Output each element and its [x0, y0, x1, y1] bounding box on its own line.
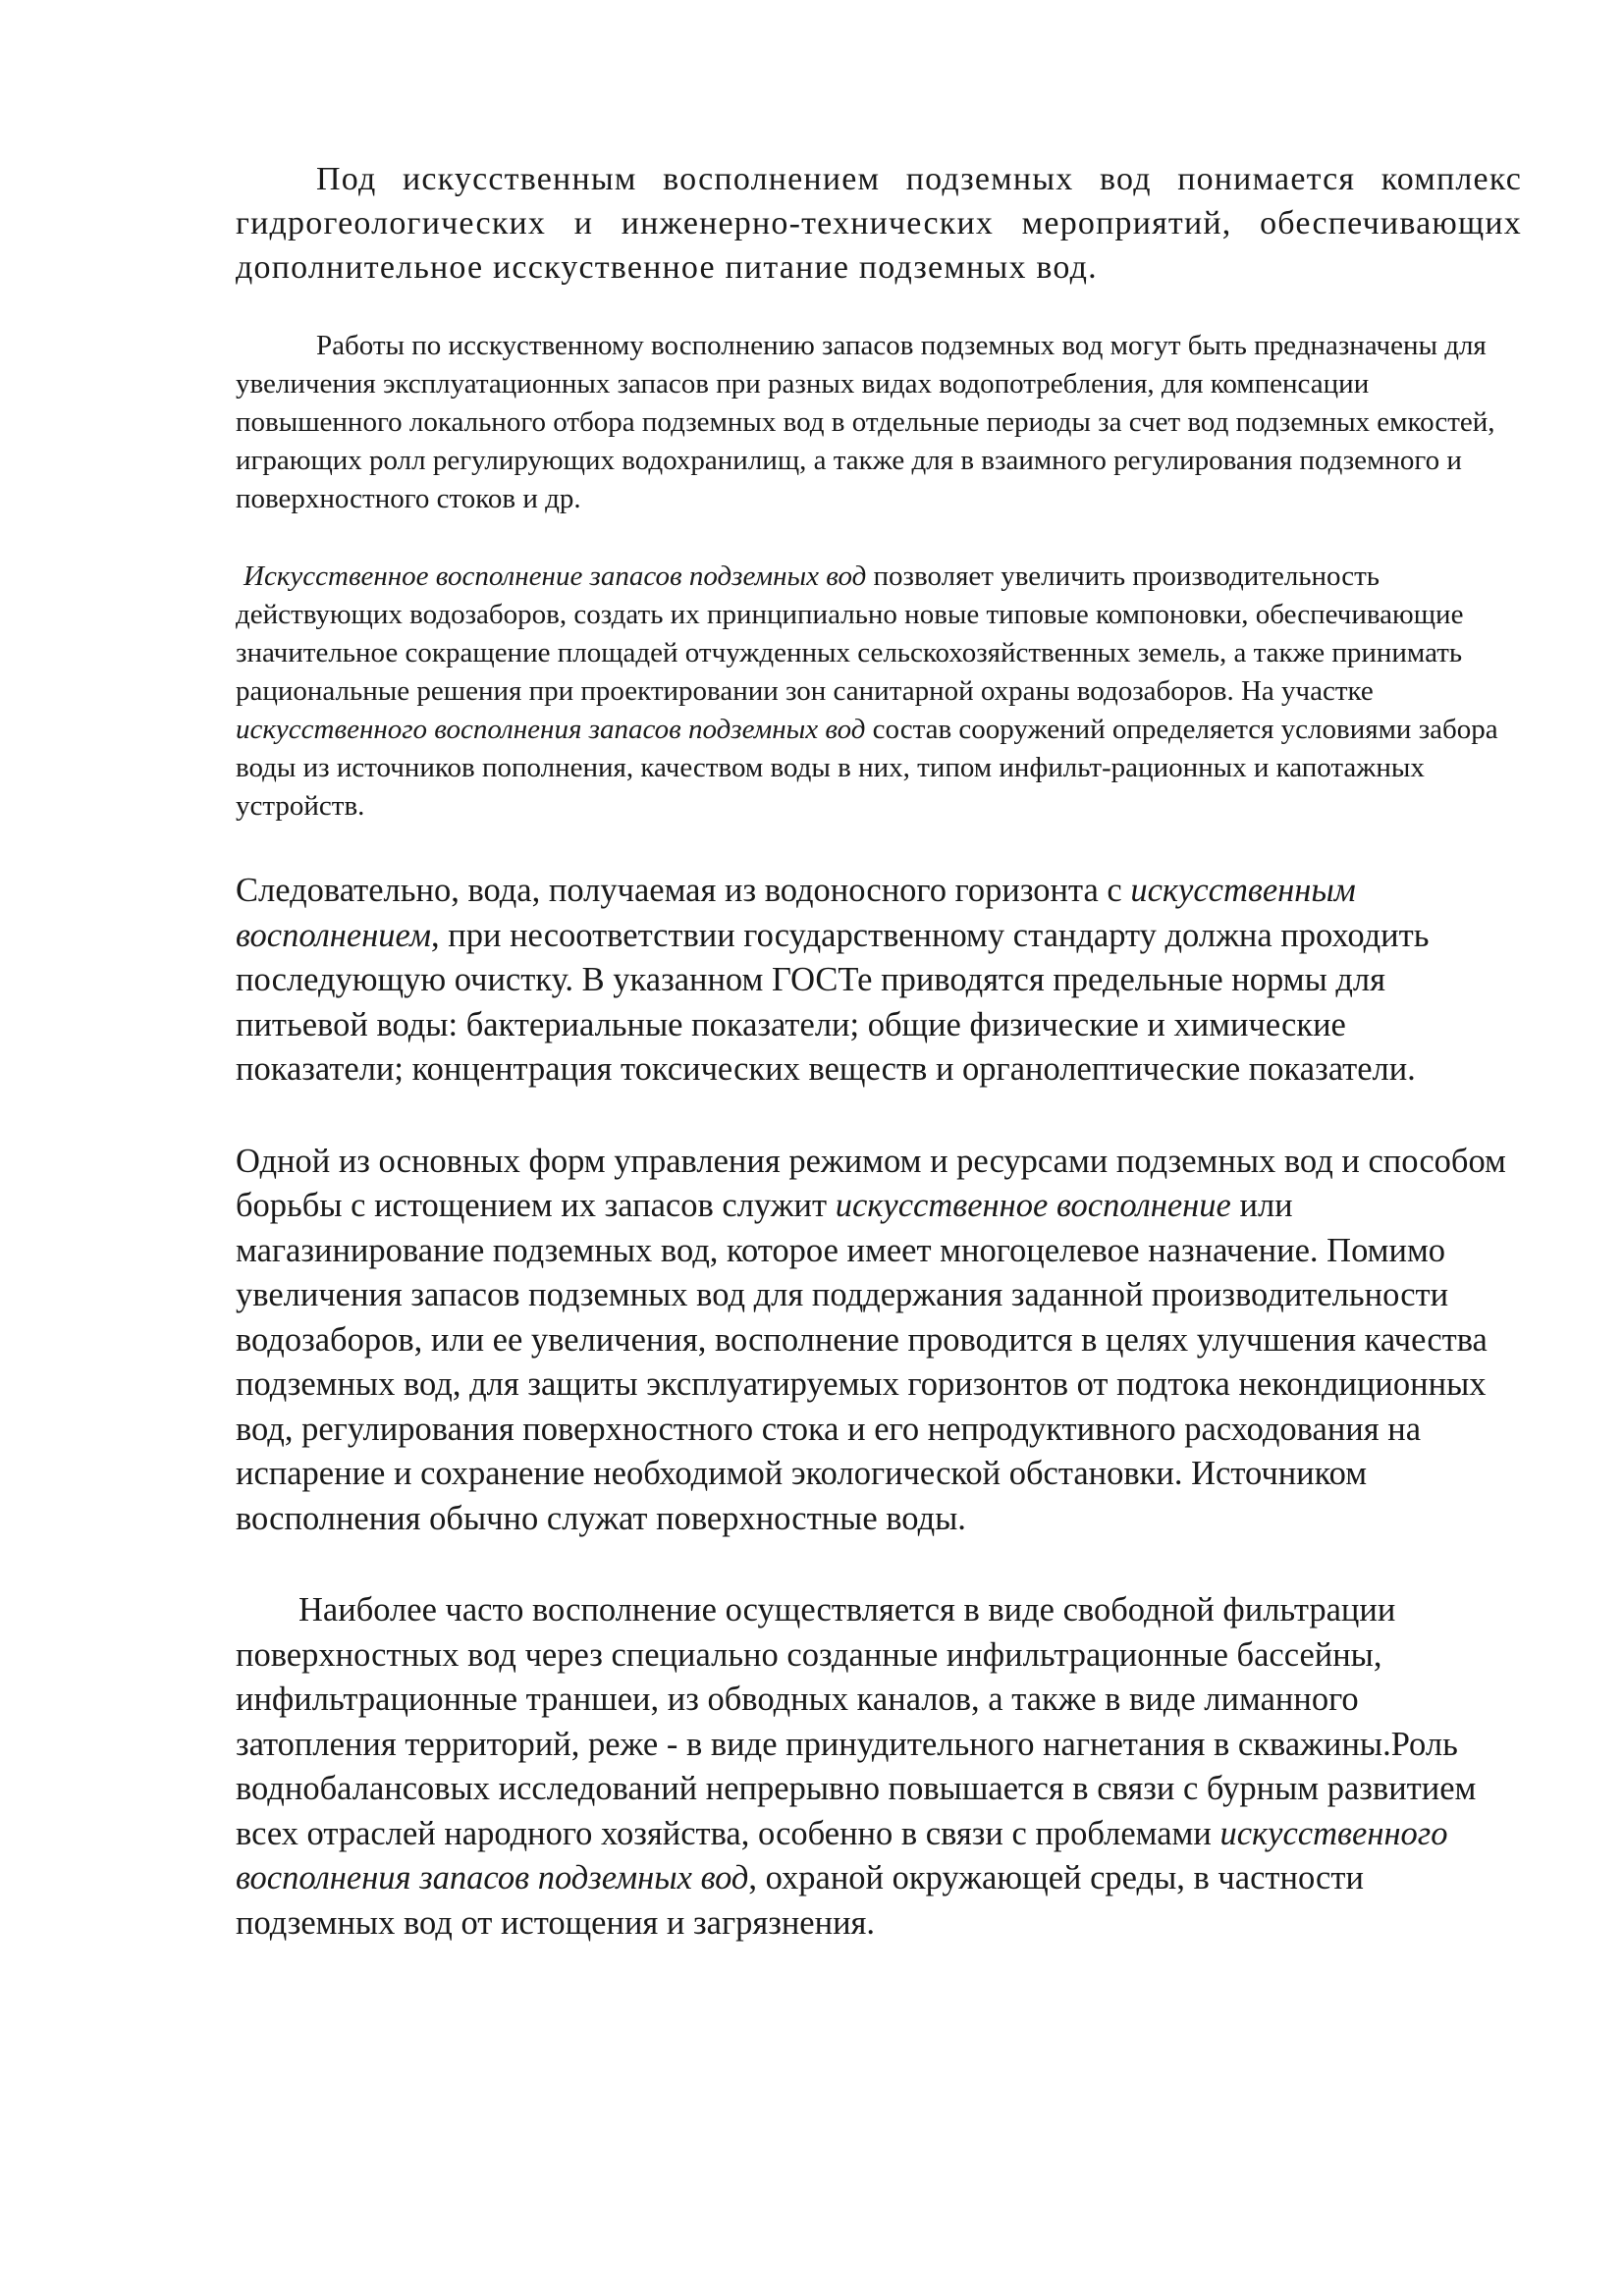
- paragraph-definition: Под искусственным восполнением подземных вод понимается комплекс гидрогеологических и инженерно-технических мероприятий, обеспечивающих дополнительное исскуственное питание подземных вод.: [236, 161, 1522, 286]
- paragraph-recharge-methods: [236, 1588, 1522, 1946]
- paragraph-text: или магазинирование подземных вод, которое имеет многоцелевое назначение. Помимо увеличения запасов подземных вод для поддержания заданной производительности водозаборов, или ее увеличения, восполнение проводится в целях улучшения качества подземных вод, для защиты эксплуатируемых горизонтов от подтока некондиционных вод, регулирования поверхностного стока и его непродуктивного расходования на испарение и сохранение необходимой экологической обстановки. Источником восполнения обычно служат поверхностные воды.: [236, 1187, 1488, 1537]
- paragraph-resource-management: [236, 1140, 1522, 1542]
- paragraph-works-purpose: Работы по исскуственному восполнению запасов подземных вод могут быть предназначены для увеличения эксплуатационных запасов при разных видах водопотребления, для компенсации повышенного локального отбора подземных вод в отдельные периоды за счет вод подземных емкостей, играющих ролл регулирующих водохранилищ, а также для в взаимного регулирования подземного и поверхностного стоков и др.: [236, 330, 1495, 514]
- paragraph-text: Одной из основных форм управления режимом и ресурсами подземных вод и способом борьбы с истощением их запасов служит: [236, 1142, 1506, 1224]
- italic-term: искусственного восполнения запасов подземных вод: [236, 714, 866, 745]
- paragraph-artificial-recharge-benefits: [236, 558, 1522, 826]
- italic-term: искусственным восполнением: [236, 872, 1356, 954]
- paragraph-text: Следовательно, вода, получаемая из водоносного горизонта с: [236, 872, 1131, 909]
- paragraph-text: Наиболее часто восполнение осуществляется в виде свободной фильтрации поверхностных вод через специально созданные инфильтрационные бассейны, инфильтрационные траншеи, из обводных каналов, а также в виде лиманного затопления территорий, реже - в виде принудительного нагнетания в скважины.Роль воднобалансовых исследований непрерывно повышается в связи с бурным развитием всех отраслей народного хозяйства, особенно в связи с проблемами: [236, 1591, 1477, 1852]
- italic-term: искусственного восполнения запасов подземных вод: [236, 1814, 1448, 1896]
- italic-term: Искусственное восполнение запасов подземных вод: [244, 561, 867, 592]
- paragraph-water-treatment: [236, 869, 1522, 1093]
- paragraph-text: , охраной окружающей среды, в частности подземных вод от истощения и загрязнения.: [236, 1859, 1364, 1942]
- paragraph-text: состав сооружений определяется условиями забора воды из источников пополнения, качеством воды в них, типом инфильт-рационных и капотажных устройств.: [236, 714, 1498, 822]
- document-page: [236, 157, 1522, 1946]
- paragraph-text: , при несоответствии государственному стандарту должна проходить последующую очистку. В указанном ГОСТе приводятся предельные нормы для питьевой воды: бактериальные показатели; общие физические и химические показатели; концентрация токсических веществ и органолептические показатели.: [236, 916, 1430, 1088]
- italic-term: искусственное восполнение: [835, 1187, 1231, 1224]
- paragraph-text: позволяет увеличить производительность действующих водозаборов, создать их принципиально новые типовые компоновки, обеспечивающие значительное сокращение площадей отчужденных сельскохозяйственных земель, а также принимать рациональные решения при проектировании зон санитарной охраны водозаборов. На участке: [236, 561, 1464, 707]
